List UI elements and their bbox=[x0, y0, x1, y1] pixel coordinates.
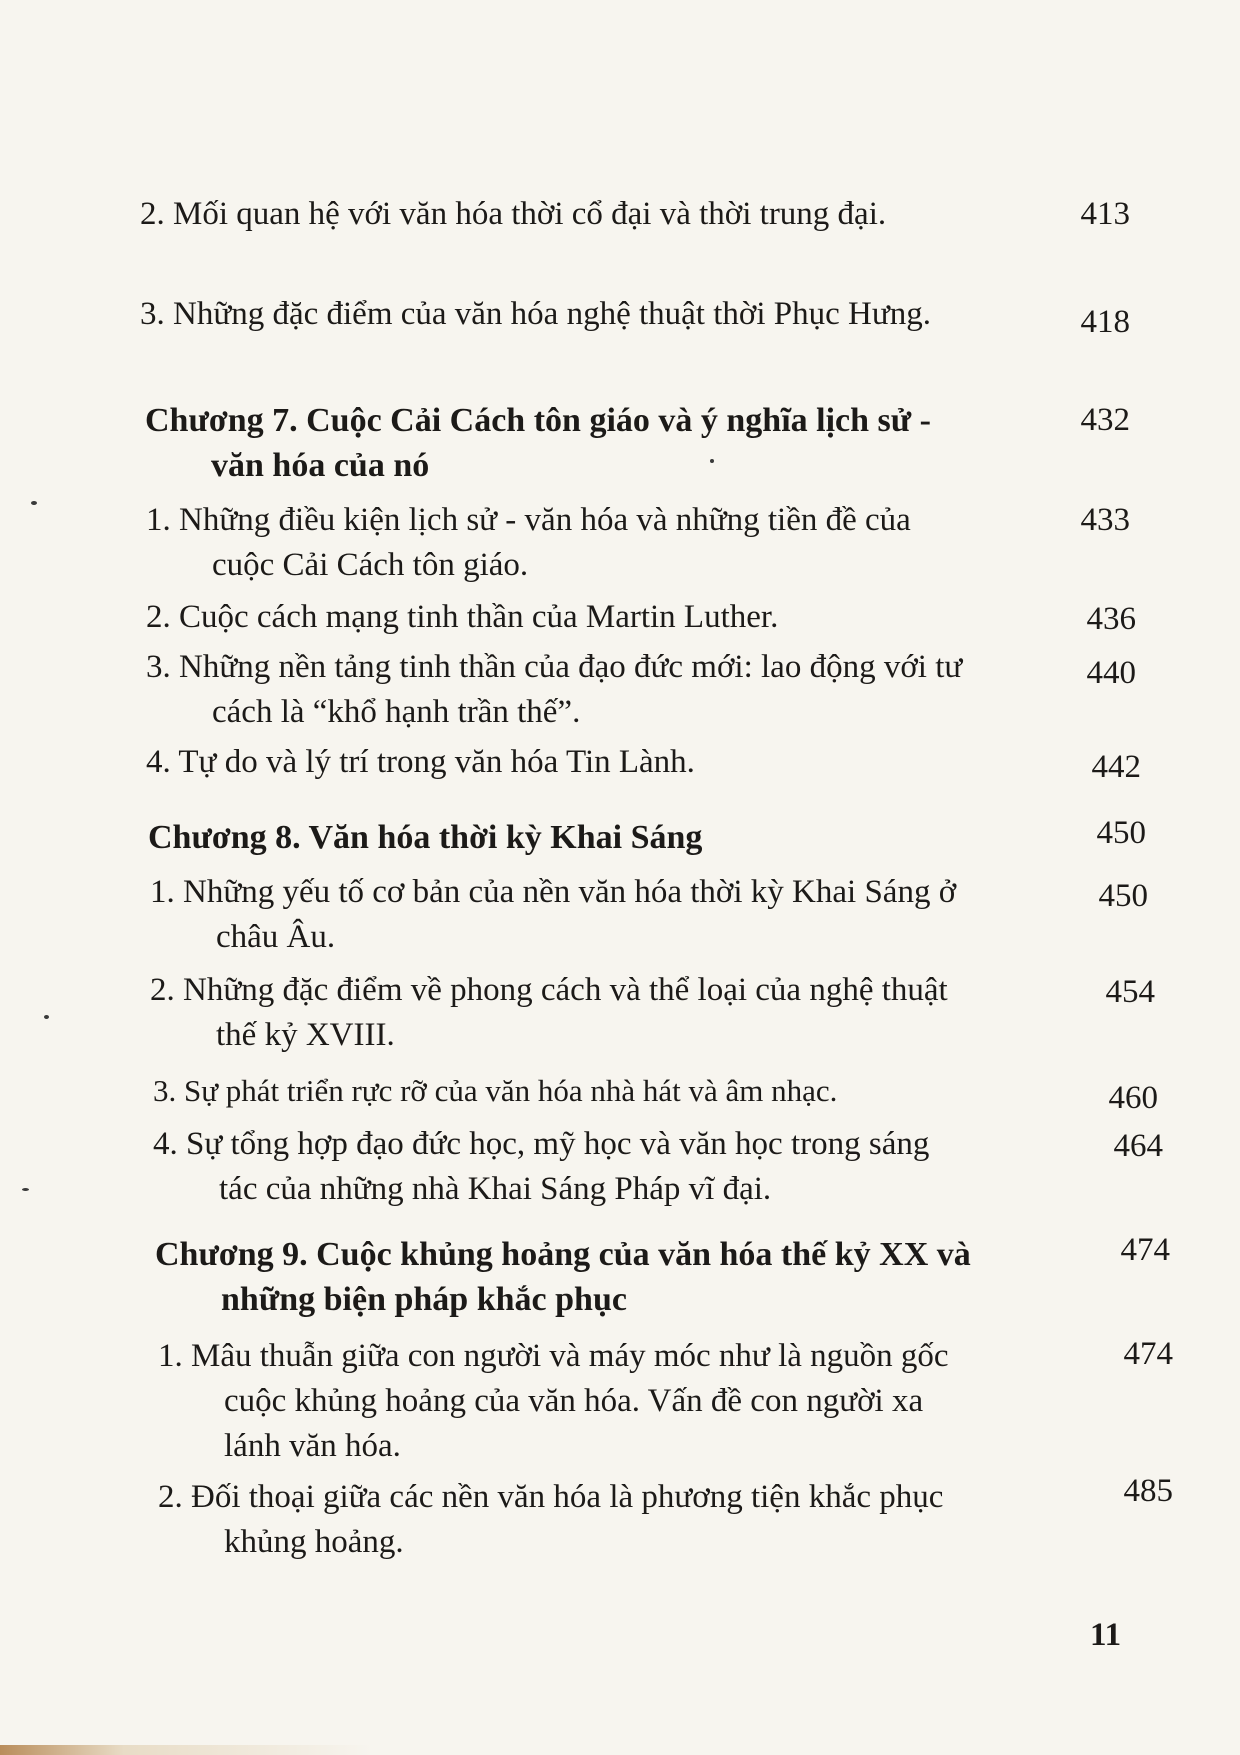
toc-entry-title: 2. Những đặc điểm về phong cách và thể loại của nghệ thuật thế kỷ XVIII. bbox=[150, 972, 948, 1053]
toc-entry-page: 450 bbox=[1098, 878, 1148, 914]
toc-entry-title: 1. Những yếu tố cơ bản của nền văn hóa thời kỳ Khai Sáng ở châu Âu. bbox=[150, 874, 957, 955]
toc-entry-title: 4. Sự tổng hợp đạo đức học, mỹ học và văn học trong sáng tác của những nhà Khai Sáng Pháp vĩ đại. bbox=[153, 1126, 930, 1207]
toc-chapter-page: 450 bbox=[1096, 815, 1146, 851]
toc-chapter-page: 432 bbox=[1080, 402, 1130, 438]
toc-entry-title: 1. Mâu thuẫn giữa con người và máy móc như là nguồn gốc cuộc khủng hoảng của văn hóa. Vấn đề con người xa lánh văn hóa. bbox=[158, 1338, 949, 1464]
toc-entry-title: 2. Đối thoại giữa các nền văn hóa là phương tiện khắc phục khủng hoảng. bbox=[158, 1479, 944, 1560]
toc-entry-page: 418 bbox=[1080, 304, 1130, 340]
page-edge bbox=[0, 1745, 1240, 1755]
toc-entry-title: 3. Những nền tảng tinh thần của đạo đức mới: lao động với tư cách là “khổ hạnh trần thế”. bbox=[146, 649, 963, 730]
scan-speck bbox=[710, 459, 714, 463]
toc-entry-page: 464 bbox=[1113, 1128, 1163, 1164]
toc-entry-title: 4. Tự do và lý trí trong văn hóa Tin Lành. bbox=[146, 744, 695, 780]
toc-entry-page: 474 bbox=[1123, 1336, 1173, 1372]
toc-entry-title: 3. Những đặc điểm của văn hóa nghệ thuật thời Phục Hưng. bbox=[140, 296, 931, 332]
toc-entry-page: 460 bbox=[1108, 1080, 1158, 1116]
toc-entry-page: 433 bbox=[1080, 502, 1130, 538]
toc-chapter-title: Chương 7. Cuộc Cải Cách tôn giáo và ý nghĩa lịch sử - văn hóa của nó bbox=[145, 402, 932, 484]
toc-entry-title: 1. Những điều kiện lịch sử - văn hóa và những tiền đề của cuộc Cải Cách tôn giáo. bbox=[146, 502, 911, 583]
toc-entry-page: 440 bbox=[1086, 655, 1136, 691]
scan-speck bbox=[31, 501, 37, 505]
scan-speck bbox=[44, 1015, 49, 1019]
toc-chapter-title: Chương 9. Cuộc khủng hoảng của văn hóa thế kỷ XX và những biện pháp khắc phục bbox=[155, 1236, 971, 1318]
scan-speck bbox=[22, 1188, 29, 1191]
toc-entry-page: 413 bbox=[1080, 196, 1130, 232]
toc-entry-title: 2. Cuộc cách mạng tinh thần của Martin Luther. bbox=[146, 599, 779, 635]
page-number: 11 bbox=[1090, 1617, 1122, 1653]
toc-chapter-title: Chương 8. Văn hóa thời kỳ Khai Sáng bbox=[148, 819, 703, 856]
toc-entry-page: 436 bbox=[1086, 601, 1136, 637]
toc-entry-title: 2. Mối quan hệ với văn hóa thời cổ đại và thời trung đại. bbox=[140, 196, 887, 232]
toc-entry-page: 454 bbox=[1105, 974, 1155, 1010]
toc-entry-title: 3. Sự phát triển rực rỡ của văn hóa nhà hát và âm nhạc. bbox=[153, 1073, 838, 1108]
toc-entry-page: 485 bbox=[1123, 1473, 1173, 1509]
toc-entry-page: 442 bbox=[1091, 749, 1141, 785]
toc-chapter-page: 474 bbox=[1120, 1232, 1170, 1268]
